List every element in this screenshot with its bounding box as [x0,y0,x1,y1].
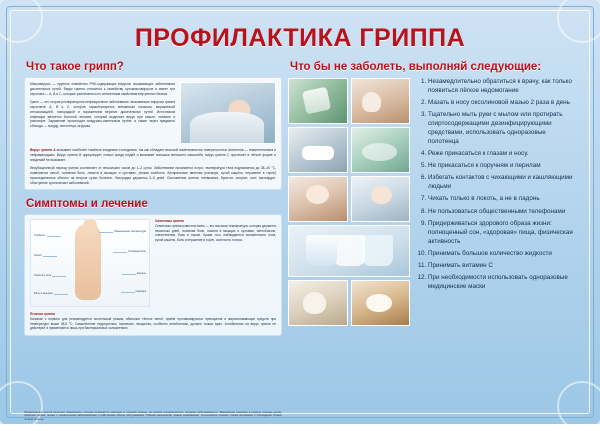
sick-child-photo [288,176,348,222]
list-item: 4. Реже прикасаться к глазам и носу. [428,150,576,159]
nose-ointment-photo [351,78,411,124]
list-item: 5. Не прикасаться к поручням и перилам [428,162,576,171]
prevention-tips-list [417,78,576,292]
body-label-left-2: Ломота в теле [34,274,52,278]
body-torso-shape [75,224,101,300]
photo-row-3 [288,176,410,222]
list-item: 11. Принимать витамин С [428,262,576,271]
body-label-right-3: Насморк [135,290,146,294]
symptoms-subtitle: Симптомы гриппа [155,219,184,224]
page-title: ПРОФИЛАКТИКА ГРИППА [134,24,466,52]
flu-paragraph-2-text: вызывает наиболее тяжёлые эпидемии и пандемии, так как обладает высокой изменчивостью поверхностных антигенов — гемагглютинина и нейраминидазы. Вирус гриппа B циркулирует только среди людей и вызывает вспышки меньшего масштаба, вирус гриппа C протекает в лёгкой форме и эпидемий не вызывает. [30,148,276,162]
photo-row-5 [288,280,410,326]
treatment-description: Начиная с первого дня рекомендуется постельный режим, обильное тёплое питьё, приём противовирусных препаратов и жаропонижающих средств при температуре выше 38,5 °C. Самолечение недопустимо: назначать лекарства, особенно антибиотики, должен только врач. Антибиотики на вирус гриппа не действуют и применяются лишь при бактериальных осложнениях. [30,317,276,331]
list-item: 8. Не пользоваться общественными телефонами [428,208,576,217]
flu-type-a-label: Вирус гриппа A [30,148,56,152]
photo-row-2 [288,127,410,173]
symptoms-description: Симптомы гриппа известны всем — это высокая температура, которая держится несколько дней, головная боль, ломота в мышцах и суставах, светобоязнь, слезотечение, боль в глазах. Кроме того, наблюдаются заложенность носа, сухой кашель, боль и першение в горле, осиплость голоса. [155,224,276,242]
body-label-right-2: Кашель [136,272,146,276]
body-label-left-1: Озноб [34,254,42,258]
body-label-left-0: Слабость [34,234,46,238]
human-body-diagram [30,219,150,307]
symptoms-panel [24,214,282,336]
prevention-photo-grid [288,78,410,326]
prevention-tips [417,78,576,326]
list-item: 9. Придерживаться здорового образа жизни: полноценный сон, «здоровая» пища, физическая активность [428,220,576,247]
list-item: 6. Избегать контактов с чихающими и кашляющими людьми [428,174,576,192]
list-item: 3. Тщательно мыть руки с мылом или протирать спиртосодержащими дезинфицирующими средствами, использовать одноразовые полотенца [428,111,576,147]
sneezing-child-photo [351,176,411,222]
prevention-body [288,78,576,326]
flu-intro-block [30,82,276,144]
section-title-what-is-flu: Что такое грипп? [26,61,124,73]
left-column [24,61,282,336]
photo-row-4 [288,225,410,277]
flu-paragraph-1: Грипп — это острое респираторное инфекционное заболевание, вызываемое вирусом гриппа серотипов A, B и C, которое характеризуется внезапным началом, выраженной интоксикацией, лихорадкой и поражением верхних дыхательных путей. Источником инфекции является больной человек, который выделяет вирус при кашле, чихании и разговоре. Заражение происходит воздушно-капельным путём, а также через предметы обихода — посуду, полотенца, игрушки. [30,100,175,129]
poster-footnote: Профилактика гриппа включает вакцинацию, которая проводится ежегодно в осенний период, до начала эпидемического подъёма заболеваемости. Вакцинация показана в первую очередь детям, пожилым людям, лицам с хроническими заболеваниями и работникам сферы обслуживания. Помимо вакцинации, важны закаливание, полноценное питание, приём витаминов и соблюдение правил личной гигиены. [24,410,282,422]
section-title-symptoms: Симптомы и лечение [26,198,148,211]
poster-columns [10,61,590,336]
hand-washing-photo [351,127,411,173]
symptoms-text-block [155,219,276,307]
poster-content [10,24,590,428]
mother-and-child-photo [180,82,276,144]
body-label-left-3: Боль в мышцах [34,292,53,296]
section-title-prevention: Что бы не заболеть, выполняй следующие: [290,61,542,73]
treatment-block [30,312,276,331]
list-item: 1. Незамедлительно обратиться к врачу, как только появиться лёгкое недомогание [428,78,576,96]
right-column [288,61,576,336]
list-item: 2. Мазать в носу оксолиновой мазью 2 раза в день [428,99,576,108]
flu-paragraph-2 [30,148,276,162]
disposable-cups-photo [288,225,410,277]
photo-row-1 [288,78,410,124]
flu-intro-text: Миксовирусы — крупное семейство РНК-содержащих вирусов, вызывающих заболевания дыхательных путей. Вирус гриппа относится к семейству ортомиксовирусов и имеет три серотипа — A, B и C, которые различаются по антигенным свойствам внутренних белков. [30,82,175,96]
body-label-right-1: Головная боль [128,250,146,254]
list-item: 10. Принимать большое количество жидкости [428,250,576,259]
body-label-right-0: Повышенная температура [114,230,146,234]
what-is-flu-panel [24,77,282,190]
hand-cream-photo [288,78,348,124]
symptoms-block [30,219,276,307]
list-item: 12. При необходимости использовать одноразовые медицинские маски [428,274,576,292]
treatment-subtitle: Лечение гриппа [30,312,55,317]
flu-paragraph-3: Инкубационный период гриппа составляет от нескольких часов до 1–2 суток. Заболевание начинается остро: температура тела поднимается до 38–40 °C, появляются озноб, головная боль, ломота в мышцах и суставах, резкая слабость. Катаральные явления (насморк, сухой кашель, першение в горле) присоединяются обычно на вторые сутки болезни. Лихорадка держится 3–5 дней. Осложнения гриппа: пневмония, бронхит, синусит, отит, миокардит, обострение хронических заболеваний. [30,166,276,185]
hot-tea-photo [351,280,411,326]
face-mask-photo [288,127,348,173]
garlic-photo [288,280,348,326]
list-item: 7. Чихать только в локоть, а не в ладонь [428,195,576,204]
